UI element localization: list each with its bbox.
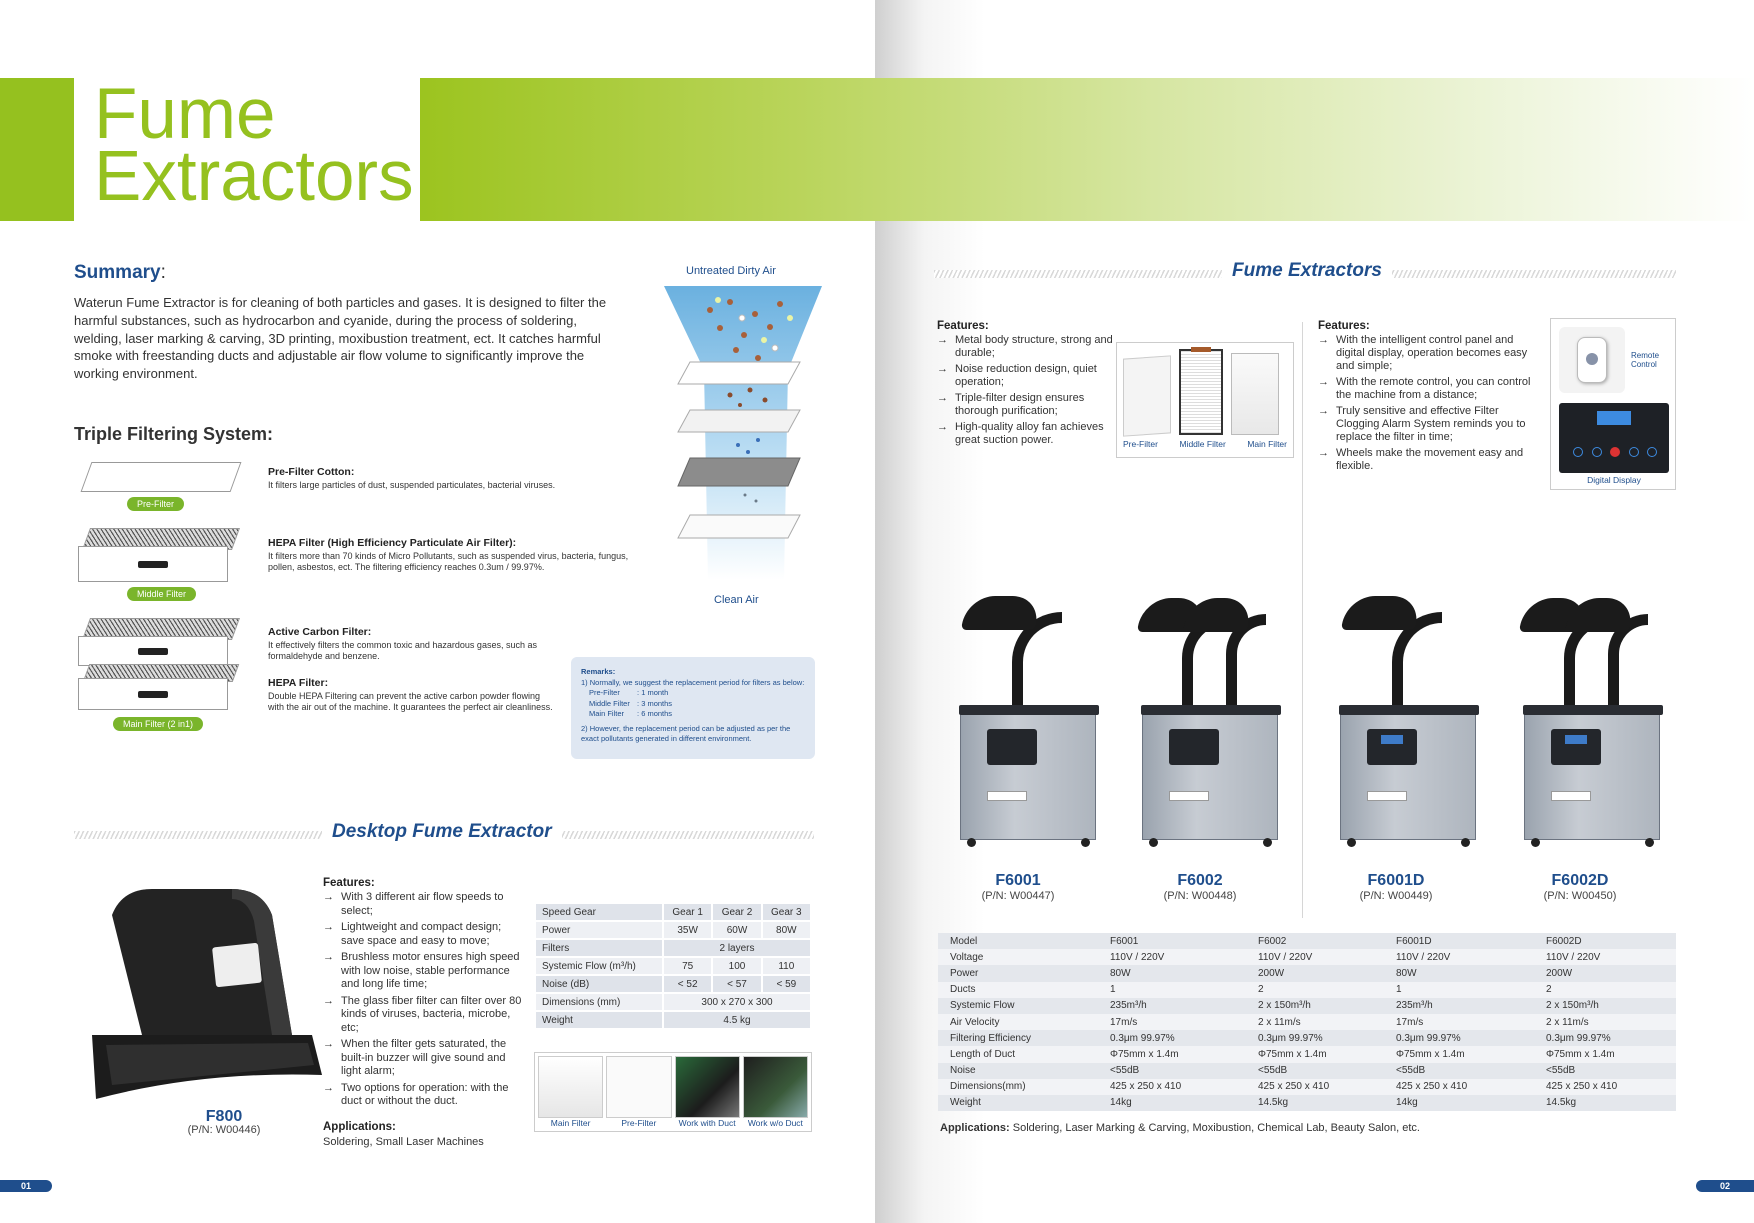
table-row: [938, 982, 1676, 998]
thumb-pre-filter: Pre-Filter: [606, 1056, 671, 1128]
table-cell: 14.5kg: [1534, 1095, 1676, 1111]
main-filter-illustration: [78, 618, 240, 718]
table-row: [938, 965, 1676, 981]
filters-image: [1116, 342, 1294, 458]
table-cell: 1: [1098, 982, 1246, 998]
table-cell: 80W: [1098, 965, 1246, 981]
table-cell: <55dB: [1098, 1063, 1246, 1079]
thumb-work-with-duct: Work with Duct: [675, 1056, 740, 1128]
table-cell: Length of Duct: [938, 1046, 1098, 1062]
fume-feature: → With the intelligent control panel and digital display, operation becomes easy and simple;: [1318, 334, 1540, 373]
table-cell: 425 x 250 x 410: [1098, 1079, 1246, 1095]
airflow-diagram: [660, 280, 830, 590]
table-row: Dimensions (mm) 300 x 270 x 300: [535, 993, 811, 1011]
thumb-work-without-duct: Work w/o Duct: [743, 1056, 808, 1128]
fume-feature: → Truly sensitive and effective Filter Clogging Alarm System reminds you to replace the filter in time;: [1318, 405, 1540, 444]
hepa-double-desc: HEPA Filter: Double HEPA Filtering can prevent the active carbon powder flowing with the air out of the machine. It guarantees the perfect air cleanliness.: [268, 677, 553, 712]
table-cell: Filtering Efficiency: [938, 1030, 1098, 1046]
f6001d-image: [1340, 600, 1476, 840]
f800-features: Features: → With 3 different air flow speeds to select; → Lightweight and compact design; save space and easy to move; → Brushless motor ensures high speed with low noise, stable performance and long life time; → The glass fiber filter can filter over 80 kinds of viruses, bacteria, microbe, etc; → When the filter gets saturated, the built-in buzzer will give sound and light alarm; → Two options for operation: with the duct or without the duct. Applications: Soldering, Small Laser Machines: [323, 877, 523, 1148]
fume-feature: → With the remote control, you can control the machine from a distance;: [1318, 376, 1540, 402]
f800-pn: (P/N: W00446): [187, 1124, 261, 1136]
table-cell: 110V / 220V: [1246, 949, 1384, 965]
table-cell: F6002D: [1534, 933, 1676, 949]
summary-text: Waterun Fume Extractor is for cleaning of both particles and gases. It is designed to filter the harmful substances, such as hydrocarbon and cyanide, during the process of soldering, welding, laser marking & carving, 3D printing, moxibustion treatment, ect. It catches harmful smoke with freestanding ducts and adjustable air flow volume to significantly improve the working environment.: [74, 295, 607, 382]
table-cell: 200W: [1534, 965, 1676, 981]
table-cell: Ducts: [938, 982, 1098, 998]
table-cell: F6002: [1246, 933, 1384, 949]
table-cell: Noise: [938, 1063, 1098, 1079]
table-cell: 110V / 220V: [1534, 949, 1676, 965]
table-cell: 110V / 220V: [1098, 949, 1246, 965]
table-cell: Φ75mm x 1.4m: [1384, 1046, 1534, 1062]
f6002-label: F6002 (P/N: W00448): [1163, 872, 1237, 902]
table-cell: 80W: [1384, 965, 1534, 981]
filter-caption: Middle Filter: [1179, 439, 1226, 449]
f800-feature: → Two options for operation: with the duct or without the duct.: [323, 1082, 523, 1109]
remarks-box: Remarks: 1) Normally, we suggest the replacement period for filters as below: Pre-Filter : 1 month Middle Filter : 3 months Main Filter : 6 months 2) However, the replacement period can be adjusted as per the exact pollutants generated in different environment.: [571, 657, 815, 759]
table-row: [938, 1030, 1676, 1046]
table-cell: Model: [938, 933, 1098, 949]
table-cell: 425 x 250 x 410: [1384, 1079, 1534, 1095]
middle-filter-illustration: [78, 528, 240, 586]
summary-heading: Summary:: [74, 262, 166, 283]
table-cell: 1: [1384, 982, 1534, 998]
triple-filtering-heading: Triple Filtering System:: [74, 424, 274, 444]
table-row: [938, 1095, 1676, 1111]
table-cell: 14kg: [1384, 1095, 1534, 1111]
page-number-right: 02: [1696, 1180, 1754, 1192]
table-cell: Φ75mm x 1.4m: [1246, 1046, 1384, 1062]
main-filter-label: Main Filter (2 in1): [113, 717, 203, 731]
pre-filter-label: Pre-Filter: [127, 497, 184, 511]
table-cell: 110V / 220V: [1384, 949, 1534, 965]
display-caption: Digital Display: [1587, 475, 1641, 485]
airflow-bottom-label: Clean Air: [714, 594, 759, 606]
table-cell: 17m/s: [1384, 1014, 1534, 1030]
title-band: [420, 78, 1754, 221]
table-row: Power 35W 60W 80W: [535, 921, 811, 939]
fume-feature: → Noise reduction design, quiet operation;: [937, 363, 1115, 389]
table-row: [938, 1046, 1676, 1062]
table-row: Noise (dB) < 52 < 57 < 59: [535, 975, 811, 993]
table-cell: Air Velocity: [938, 1014, 1098, 1030]
f6002d-label: F6002D (P/N: W00450): [1543, 872, 1617, 902]
fume-features-2: Features: → With the intelligent control panel and digital display, operation becomes easy and simple; → With the remote control, you can control the machine from a distance; → Truly sensitive and effective Filter Clogging Alarm System reminds you to replace the filter in time; → Wheels make the movement easy and flexible.: [1318, 320, 1540, 476]
table-cell: 2 x 11m/s: [1246, 1014, 1384, 1030]
table-cell: 235m³/h: [1384, 998, 1534, 1014]
table-cell: <55dB: [1246, 1063, 1384, 1079]
table-cell: 2: [1534, 982, 1676, 998]
table-cell: <55dB: [1384, 1063, 1534, 1079]
table-cell: 2 x 11m/s: [1534, 1014, 1676, 1030]
table-cell: Weight: [938, 1095, 1098, 1111]
airflow-top-label: Untreated Dirty Air: [686, 265, 776, 277]
table-cell: Φ75mm x 1.4m: [1098, 1046, 1246, 1062]
f6002-image: [1142, 600, 1278, 840]
table-cell: Systemic Flow: [938, 998, 1098, 1014]
table-row: Speed Gear Gear 1 Gear 2 Gear 3: [535, 903, 811, 921]
filter-caption: Pre-Filter: [1123, 439, 1158, 449]
table-cell: Power: [938, 965, 1098, 981]
active-carbon-desc: Active Carbon Filter: It effectively filters the common toxic and hazardous gases, such as formaldehyde and benzene.: [268, 626, 537, 661]
table-row: [938, 933, 1676, 949]
f6001-label: F6001 (P/N: W00447): [981, 872, 1055, 902]
page-title: Fume Extractors: [94, 75, 414, 216]
pre-filter-desc: Pre-Filter Cotton: It filters large particles of dust, suspended particulates, bacterial viruses.: [268, 466, 556, 490]
f800-thumbs: [534, 1052, 812, 1132]
f800-feature: → Brushless motor ensures high speed with low noise, stable performance and long life time;: [323, 951, 523, 992]
fume-section-heading: Fume Extractors: [1222, 260, 1392, 282]
table-cell: 14.5kg: [1246, 1095, 1384, 1111]
table-cell: 0.3μm 99.97%: [1384, 1030, 1534, 1046]
fume-feature: → Triple-filter design ensures thorough purification;: [937, 392, 1115, 418]
table-row: [938, 998, 1676, 1014]
table-cell: 0.3μm 99.97%: [1246, 1030, 1384, 1046]
table-cell: 2 x 150m³/h: [1246, 998, 1384, 1014]
pre-filter-illustration: [78, 462, 240, 494]
f800-feature: → Lightweight and compact design; save space and easy to move;: [323, 921, 523, 948]
table-cell: 2: [1246, 982, 1384, 998]
table-cell: 235m³/h: [1098, 998, 1246, 1014]
remote-display-image: [1550, 318, 1676, 490]
fume-features-1: Features: → Metal body structure, strong and durable; → Noise reduction design, quiet operation; → Triple-filter design ensures thorough purification; → High-quality alloy fan achieves great suction power.: [937, 320, 1115, 450]
table-cell: 0.3μm 99.97%: [1534, 1030, 1676, 1046]
table-cell: 17m/s: [1098, 1014, 1246, 1030]
f800-spec-table: [534, 902, 812, 1030]
table-cell: <55dB: [1534, 1063, 1676, 1079]
table-cell: 0.3μm 99.97%: [1098, 1030, 1246, 1046]
column-divider: [1302, 322, 1303, 918]
table-cell: 425 x 250 x 410: [1246, 1079, 1384, 1095]
table-row: Systemic Flow (m³/h) 75 100 110: [535, 957, 811, 975]
f800-image: [82, 885, 322, 1103]
table-cell: Dimensions(mm): [938, 1079, 1098, 1095]
table-row: [938, 1014, 1676, 1030]
table-cell: 425 x 250 x 410: [1534, 1079, 1676, 1095]
remote-caption: Remote Control: [1631, 351, 1660, 369]
filter-caption: Main Filter: [1247, 439, 1287, 449]
f6001-image: [960, 600, 1096, 840]
hepa-filter-desc: HEPA Filter (High Efficiency Particulate Air Filter): It filters more than 70 kinds of Micro Pollutants, such as suspended virus, bacteria, fungus, pollen, asbestos, ect. The filtering efficiency reaches 0.3um / 99.97%.: [268, 537, 629, 572]
table-row: [938, 1063, 1676, 1079]
table-cell: 14kg: [1098, 1095, 1246, 1111]
desktop-section-heading: Desktop Fume Extractor: [322, 821, 562, 843]
page-number-left: 01: [0, 1180, 52, 1192]
title-band-left: [0, 78, 74, 221]
table-cell: Voltage: [938, 949, 1098, 965]
thumb-main-filter: Main Filter: [538, 1056, 603, 1128]
table-cell: Φ75mm x 1.4m: [1534, 1046, 1676, 1062]
fume-feature: → Wheels make the movement easy and flexible.: [1318, 447, 1540, 473]
table-cell: 2 x 150m³/h: [1534, 998, 1676, 1014]
fume-feature: → High-quality alloy fan achieves great suction power.: [937, 421, 1115, 447]
middle-filter-label: Middle Filter: [127, 587, 196, 601]
f800-feature: → When the filter gets saturated, the built-in buzzer will give sound and light alarm;: [323, 1038, 523, 1079]
f800-feature: → With 3 different air flow speeds to select;: [323, 891, 523, 918]
f6001d-label: F6001D (P/N: W00449): [1359, 872, 1433, 902]
table-row: [938, 1079, 1676, 1095]
table-cell: F6001: [1098, 933, 1246, 949]
table-row: Filters 2 layers: [535, 939, 811, 957]
f800-feature: → The glass fiber filter can filter over 80 kinds of viruses, bacteria, microbe, etc;: [323, 995, 523, 1036]
fume-spec-table: [938, 933, 1676, 1111]
f800-name: F800: [205, 1108, 243, 1125]
table-row: [938, 949, 1676, 965]
table-row: Weight 4.5 kg: [535, 1011, 811, 1029]
fume-applications: Applications: Soldering, Laser Marking & Carving, Moxibustion, Chemical Lab, Beauty Salon, etc.: [940, 1122, 1420, 1134]
fume-feature: → Metal body structure, strong and durable;: [937, 334, 1115, 360]
table-cell: 200W: [1246, 965, 1384, 981]
table-cell: F6001D: [1384, 933, 1534, 949]
f6002d-image: [1524, 600, 1660, 840]
